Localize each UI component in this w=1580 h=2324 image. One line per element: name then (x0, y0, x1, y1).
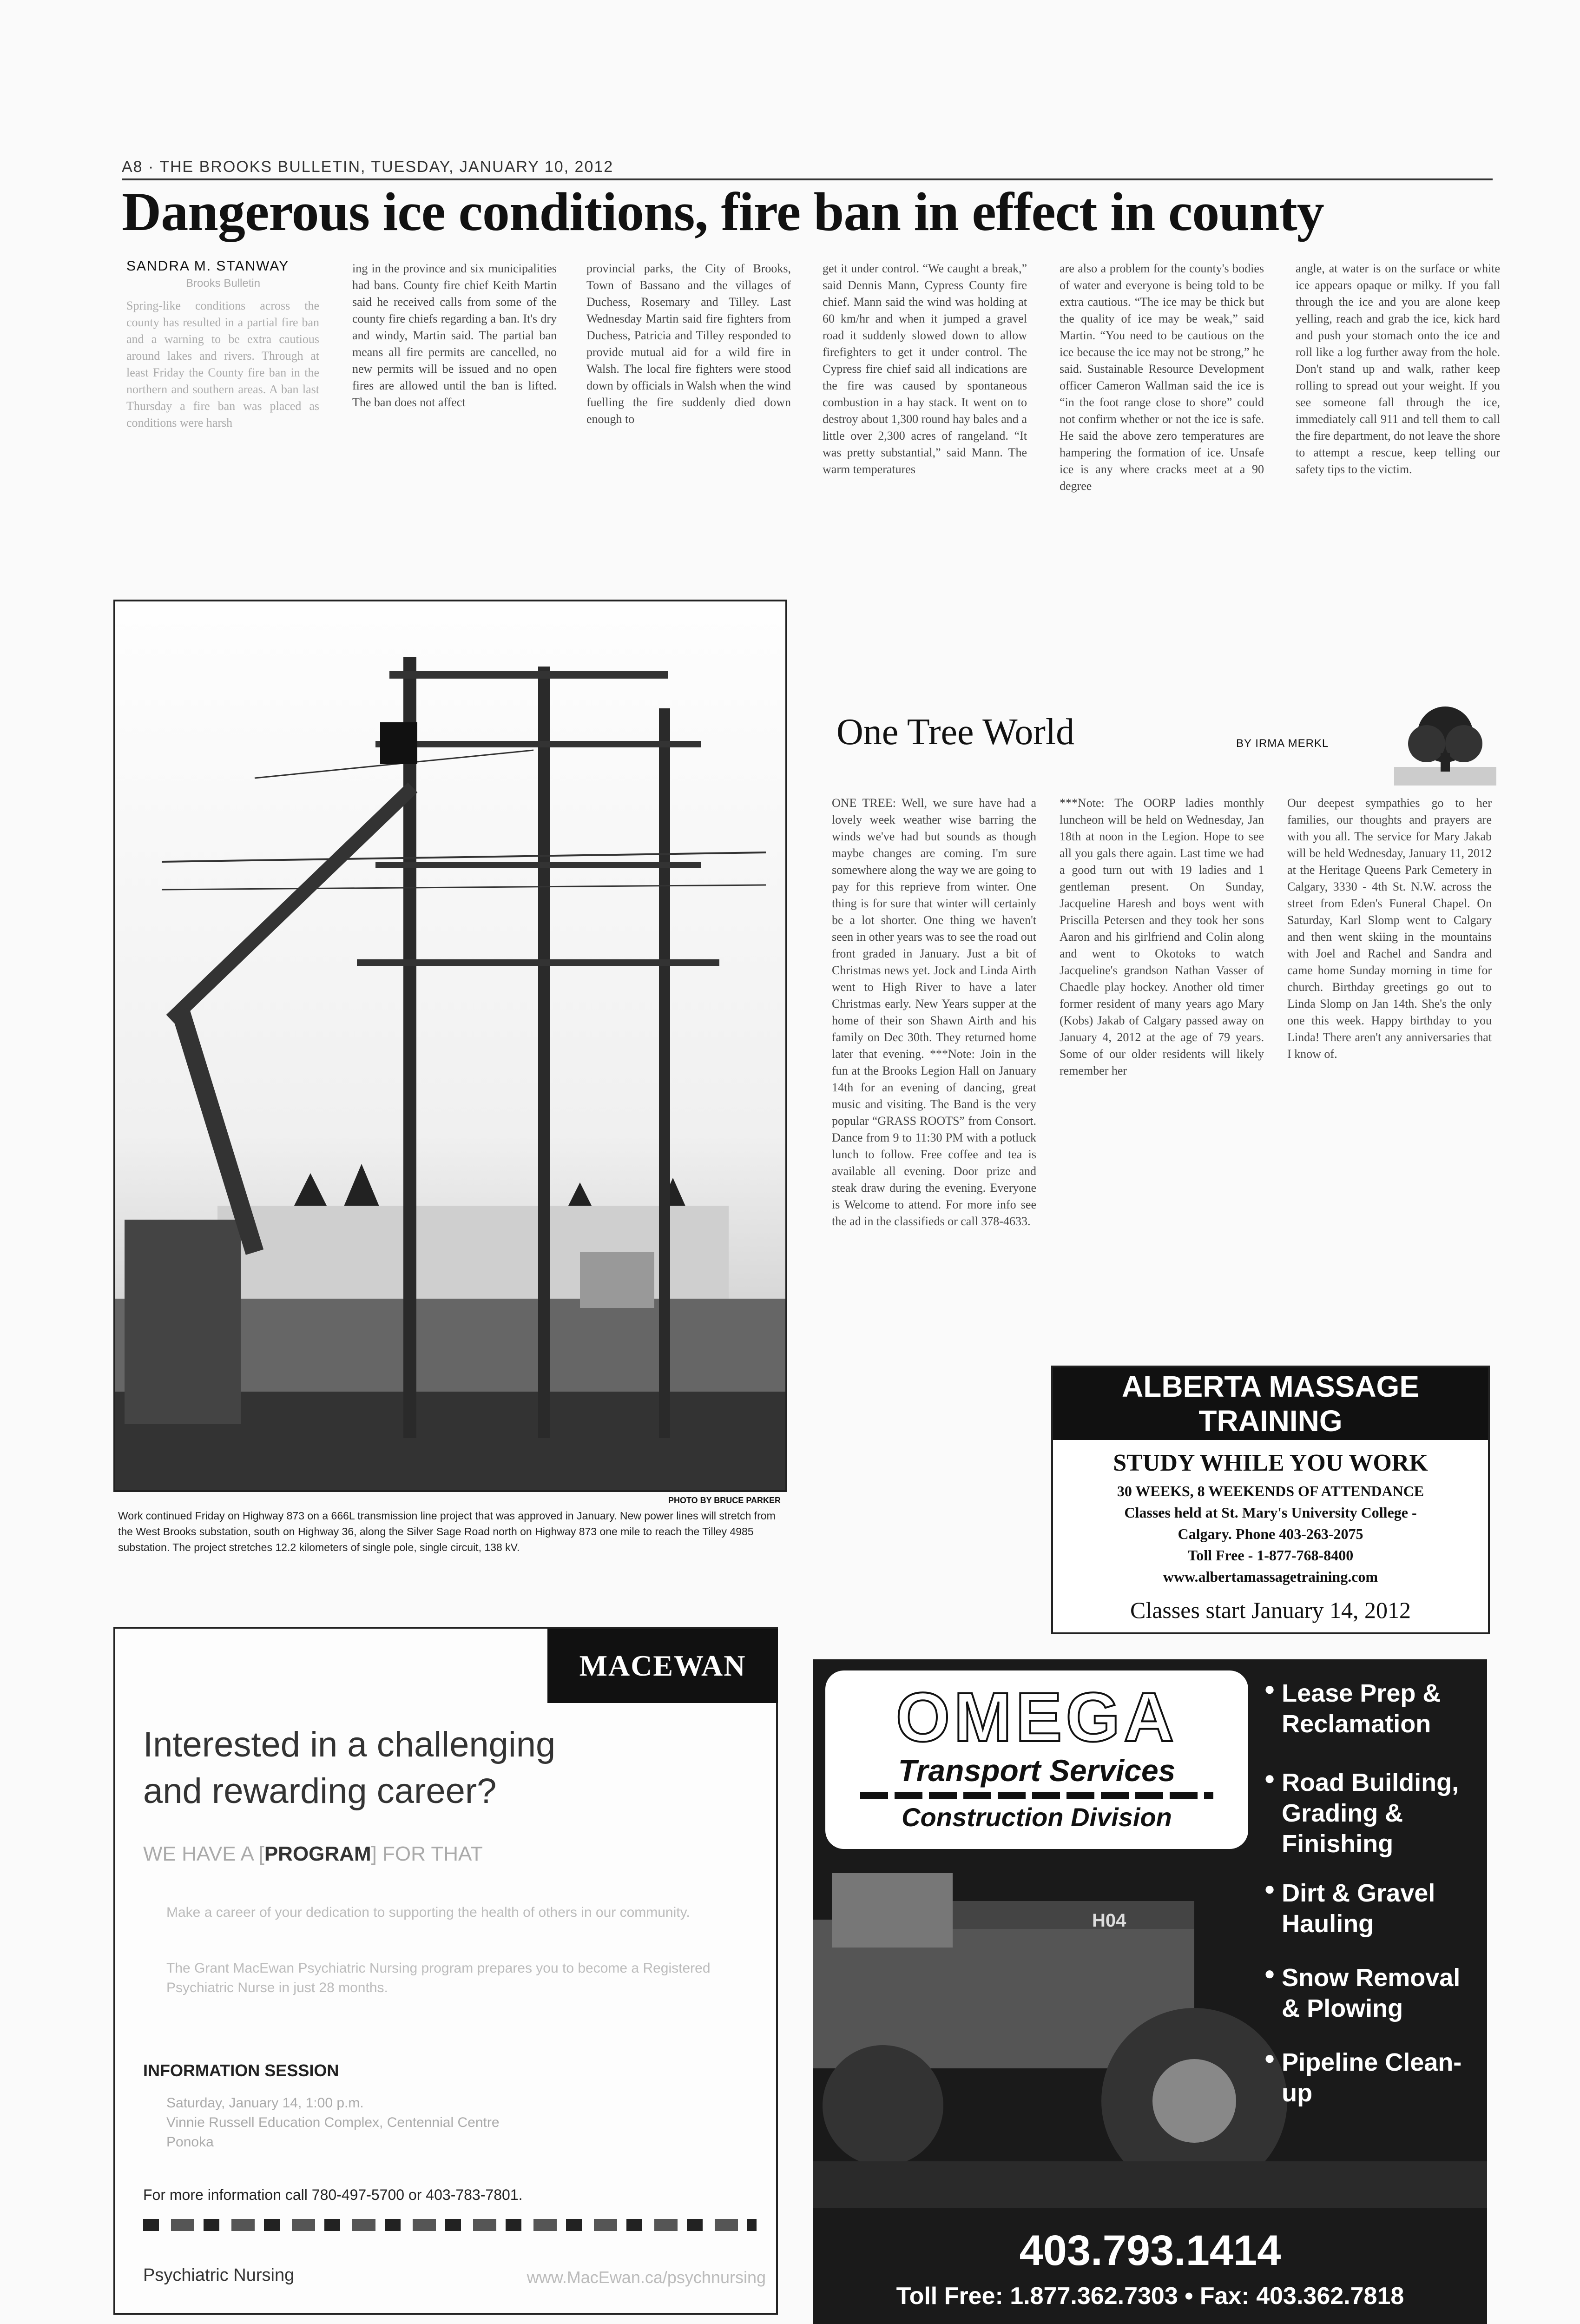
column-title: One Tree World (836, 712, 1075, 753)
article-text: are also a problem for the county's bodies of water and everyone is being told to be extra cautious. “The ice may be thick but the quality of ice may be weak,” said Martin. “You need to be cautious on the ice because the ice may not be strong,” he said. Sustainable Resource Development officer Cameron Wallman said the ice is “in the foot range close to shore” could not confirm whether or not the ice is safe. He said the above zero temperatures are hampering the formation of ice. Unsafe ice is any where cracks meet at a 90 degree (1060, 262, 1264, 493)
column-text: ONE TREE: Well, we sure have had a lovely week weather wise barring the winds we've had but sounds as though maybe changes are coming. I'm sure somewhere along the way we are going to pay for this reprieve from winter. One thing is for sure that winter will certainly be a lot shorter. One thing we haven't seen in other years was to see the road out front graded in January. Just a bit of Christmas news yet. Jock and Linda Airth went to High River to have a later Christmas early. New Years supper at the home of their son Shawn Airth and his family on Dec 30th. They returned home later that evening. ***Note: Join in the fun at the Brooks Legion Hall on January 14th for an evening of dancing, great music and visiting. The Band is the very popular “GRASS ROOTS” from Consort. Dance from 9 to 11:30 PM with a potluck lunch to follow. Free coffee and tea is available all evening. Door prize and steak draw during the evening. Everyone is Welcome to attend. For more info see the ad in the classifieds or call 378-4633. (832, 796, 1036, 1228)
article-text: ing in the province and six municipalities had bans. County fire chief Keith Martin said he received calls from some of the county fire chiefs regarding a ban. It's dry and windy, Martin said. The partial ban means all fire permits are cancelled, no new permits will be issued and no open fires are allowed until the ban is lifted. The ban does not affect (352, 262, 557, 409)
article-column-4 (823, 260, 1027, 688)
power-line-illustration (115, 601, 785, 1490)
macewan-footer-left: Psychiatric Nursing (143, 2265, 295, 2285)
session-line-1: Saturday, January 14, 1:00 p.m. (166, 2095, 364, 2111)
omega-logo-panel (825, 1670, 1248, 1849)
session-line-3: Ponoka (166, 2134, 214, 2150)
omega-tollfree: Toll Free: 1.877.362.7303 • Fax: 403.362.7818 (896, 2283, 1404, 2310)
macewan-footer-right: www.MacEwan.ca/psychnursing (527, 2268, 766, 2287)
page-header: A8 · THE BROOKS BULLETIN, TUESDAY, JANUARY 10, 2012 (122, 158, 614, 176)
photo-power-lines (113, 600, 787, 1492)
article-column-5 (1060, 260, 1264, 688)
macewan-contact: For more information call 780-497-5700 or 403-783-7801. (143, 2186, 523, 2203)
article-text: Spring-like conditions across the county has resulted in a partial fire ban and a warning to be extra cautious around lakes and rivers. Through at least Friday the County fire ban in the northern and southern areas. A ban last Thursday a fire ban was placed as conditions were harsh (126, 299, 319, 429)
column-article-col-2 (1060, 795, 1264, 1343)
ad-omega (813, 1659, 1487, 2324)
article-byline-sub: Brooks Bulletin (186, 277, 261, 290)
article-text: provincial parks, the City of Brooks, Town of Bassano and the villages of Duchess, Rosemary and Tilley. Last Wednesday Martin said fire fighters from Duchess, Patricia and Tilley responded to provide mutual aid for a wild fire in Walsh. The local fire fighters were stood down by officials in Walsh when the wind fuelling the fire suddenly died down enough to (586, 262, 791, 426)
tree-icon (1394, 702, 1496, 786)
omega-service: Snow Removal & Plowing (1282, 1964, 1461, 2022)
massage-line-1: 30 WEEKS, 8 WEEKENDS OF ATTENDANCE (1117, 1483, 1424, 1499)
macewan-headline-2: and rewarding career? (143, 1771, 497, 1811)
ad-macewan (113, 1627, 778, 2315)
macewan-logo: MACEWAN (547, 1629, 778, 1703)
massage-footer: Classes start January 14, 2012 (1130, 1597, 1411, 1623)
column-article-col-3 (1287, 795, 1492, 1343)
massage-line-5: www.albertamassagetraining.com (1163, 1568, 1378, 1585)
column-text: Our deepest sympathies go to her families, our thoughts and prayers are with you all. The service for Mary Jakab will be held Wednesday, January 11, 2012 at the Heritage Queens Park Cemetery in Calgary, 3330 - 4th St. N.W. across the street from Eden's Funeral Chapel. On Saturday, Karl Slomp went to Calgary and then went skiing in the mountains with Joel and Rachel and Sandra and came home Sunday morning in time for church. Birthday greetings go out to Linda Slomp on Jan 14th. She's the only one this week. Happy birthday to you Linda! There aren't any anniversaries that I know of. (1287, 796, 1492, 1061)
column-text: ***Note: The OORP ladies monthly luncheon will be held on Wednesday, Jan 18th at noon in the Legion. Hope to see all you gals there again. Last time we had a good turn out with 19 ladies and 1 gentleman present. On Sunday, Jacqueline Haresh and boys went with Priscilla Petersen and they took her sons Aaron and his girlfriend and Colin along and went to Okotoks to watch Jacqueline's grandson Nathan Vasser of Chaedle play hockey. Another old timer former resident of many years ago Mary (Kobs) Jakab of Calgary passed away on January 4, 2012 at the age of 79 years. Some of our older residents will likely remember her (1060, 796, 1264, 1077)
massage-title-1: ALBERTA MASSAGE (1122, 1370, 1419, 1403)
photo-credit: PHOTO BY BRUCE PARKER (668, 1496, 781, 1505)
omega-line-2: Construction Division (902, 1802, 1172, 1832)
macewan-body-2: The Grant MacEwan Psychiatric Nursing program prepares you to become a Registered Psychiatric Nurse in just 28 months. (166, 1961, 711, 1995)
article-column-1 (126, 297, 319, 586)
massage-subtitle: STUDY WHILE YOU WORK (1113, 1450, 1428, 1476)
macewan-session-title: INFORMATION SESSION (143, 2061, 339, 2080)
massage-line-2: Classes held at St. Mary's University College - (1124, 1504, 1417, 1521)
tag-program: PROGRAM (264, 1842, 371, 1865)
article-column-2 (352, 260, 557, 586)
macewan-tagline (143, 1842, 747, 1866)
tag-suffix: ] FOR THAT (371, 1842, 483, 1865)
headline: Dangerous ice conditions, fire ban in effect in county (122, 181, 1324, 242)
massage-line-3: Calgary. Phone 403-263-2075 (1178, 1525, 1363, 1542)
omega-phone: 403.793.1414 (1019, 2227, 1281, 2274)
omega-line-1: Transport Services (898, 1753, 1176, 1788)
macewan-body-1: Make a career of your dedication to supporting the health of others in our community. (166, 1905, 690, 1920)
omega-chain-bar (860, 1792, 1213, 1799)
machine-tag: H04 (1092, 1910, 1126, 1931)
photo-caption: Work continued Friday on Highway 873 on a 666L transmission line project that was approved in January. New power lines will stretch from the West Brooks substation, south on Highway 36, along the Silver Sage Road north on Highway 873 one mile to reach the Tilley 4985 substation. The project stretches 12.2 kilometers of single pole, single circuit, 138 kV. (118, 1510, 776, 1553)
omega-service: Lease Prep & Reclamation (1282, 1679, 1441, 1738)
ad-massage-training (1051, 1366, 1490, 1634)
omega-service: Road Building, Grading & Finishing (1282, 1769, 1459, 1858)
tree-logo (1394, 702, 1496, 786)
omega-service: Dirt & Gravel Hauling (1282, 1879, 1435, 1938)
massage-title-2: TRAINING (1198, 1404, 1343, 1438)
macewan-pattern-bar (143, 2219, 757, 2231)
article-text: get it under control. “We caught a break,” said Dennis Mann, Cypress County fire chief. Mann said the wind was holding at 60 km/hr and when it jumped a gravel road it suddenly slowed down to allow firefighters to get it under control. The Cypress fire chief said all indications are the fire was caused by spontaneous combustion in a hay stack. It went on to destroy about 1,300 round hay bales and a little over 2,300 acres of rangeland. “It was pretty substantial,” said Mann. The warm temperatures (823, 262, 1027, 476)
article-byline: SANDRA M. STANWAY (126, 258, 290, 274)
macewan-headline-1: Interested in a challenging (143, 1725, 556, 1764)
article-column-3 (586, 260, 791, 586)
column-byline: BY IRMA MERKL (1236, 737, 1329, 750)
session-line-2: Vinnie Russell Education Complex, Centennial Centre (166, 2115, 500, 2130)
article-text: angle, at water is on the surface or white ice appears opaque or milky. If you fall through the ice and you are alone keep yelling, reach and grab the ice, kick hard and push your stomach onto the ice and roll like a log further away from the hole. Don't stand up and walk, rather keep rolling to spread out your weight. If you see someone fall through the ice, immediately call 911 and tell them to call the fire department, do not leave the shore to attempt a rescue, keep telling our safety tips to the victim. (1296, 262, 1500, 476)
omega-logo: OMEGA (895, 1678, 1178, 1756)
omega-services-list: ● Lease Prep & Reclamation ● Road Building, Grading & Finishing ● Dirt & Gravel Hauling ● Snow Removal & Plowing ● Pipeline Clean-up (1264, 1678, 1482, 2108)
column-article-col-1 (832, 795, 1036, 1631)
massage-line-4: Toll Free - 1-877-768-8400 (1187, 1547, 1354, 1564)
article-column-6 (1296, 260, 1500, 688)
tag-prefix: WE HAVE A [ (143, 1842, 264, 1865)
omega-service: Pipeline Clean-up (1282, 2048, 1462, 2107)
